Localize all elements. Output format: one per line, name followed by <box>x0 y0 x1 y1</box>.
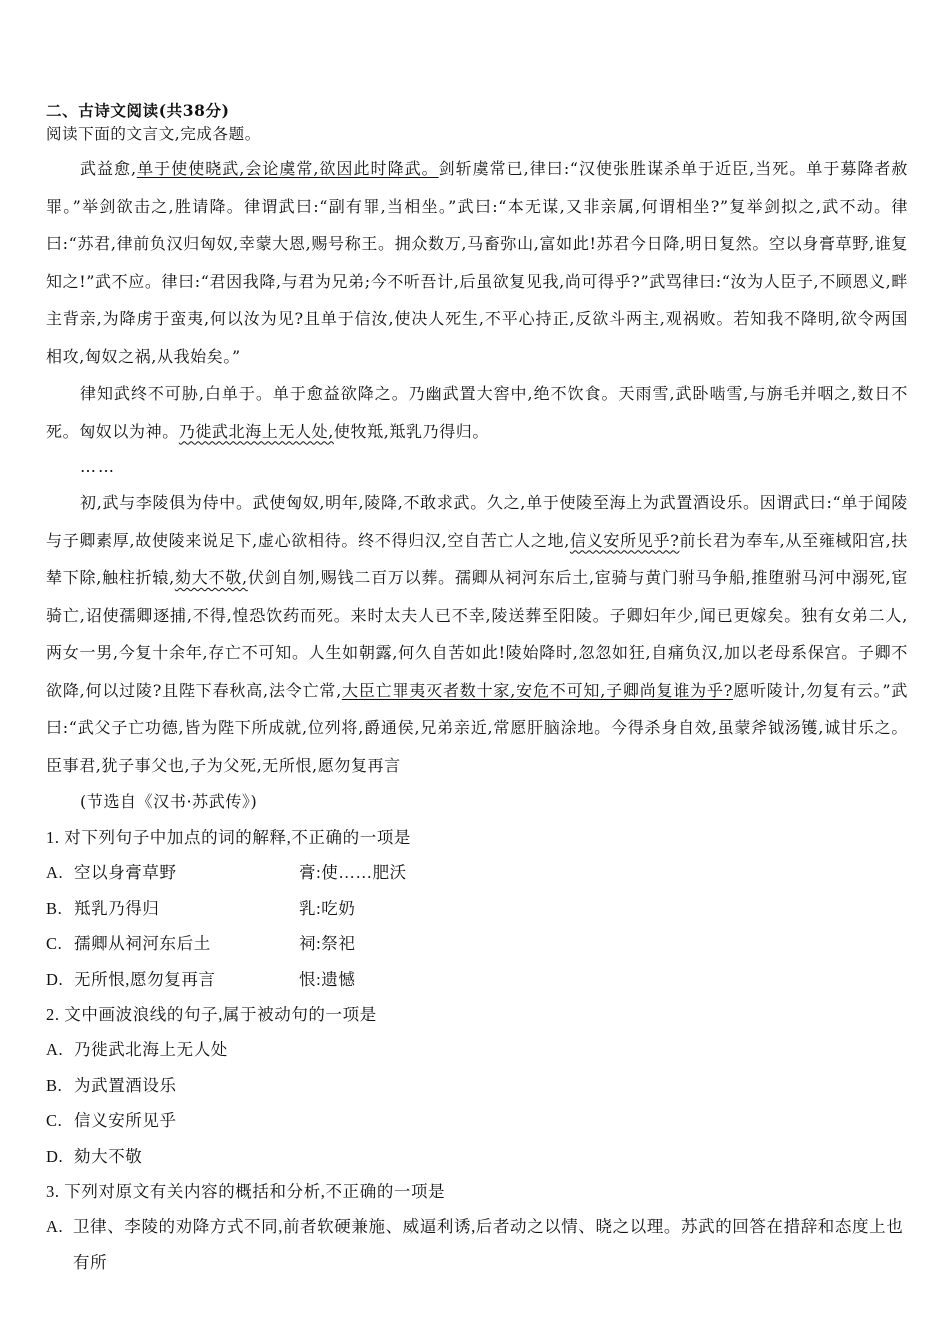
option-gloss: 乳:吃奶 <box>299 898 356 918</box>
option-letter: D. <box>46 969 64 989</box>
option-letter: D. <box>46 1146 64 1166</box>
wavy-underlined-sentence: 劾大不敬, <box>174 568 248 587</box>
section-instruction: 阅读下面的文言文,完成各题。 <box>46 125 261 143</box>
option-gloss: 膏:使……肥沃 <box>299 863 407 882</box>
question-2-option-d[interactable] <box>46 1139 908 1175</box>
question-2-option-b[interactable] <box>46 1068 908 1104</box>
option-letter: B. <box>46 898 63 918</box>
passage-text: 使牧羝,羝乳乃得归。 <box>333 421 489 441</box>
option-letter: C. <box>46 934 63 953</box>
question-1-option-a[interactable] <box>46 855 908 891</box>
passage-text: 剑斩虞常已,律曰:“汉使张胜谋杀单于近臣,当死。单于募降者赦罪。”举剑欲击之,胜请降。律谓武曰:“副有罪,当相坐。”武曰:“本无谋,又非亲属,何谓相坐?”复举剑拟之,武不动。律曰:“苏君,律前负汉归匈奴,幸蒙大恩,赐号称王。拥众数万,马畜弥山,富如此!苏君今日降,明日复然。空以身膏草野,谁复知之!”武不应。律曰:“君因我降,与君为兄弟;今不听吾计,后虽欲复见我,尚可得乎?”武骂律曰:“汝为人臣子,不顾恩义,畔主背亲,为降虏于蛮夷,何以汝为见?且单于信汝,使决人死生,不平心持正,反欲斗两主,观祸败。若知我不降明,欲令两国相攻,匈奴之祸,从我始矣。” <box>46 159 908 366</box>
passage-text: 前长君为奉车,从至雍棫阳宫,扶辇下除,触柱折辕, <box>46 530 908 587</box>
underlined-sentence: 单于使使晓武,会论虞常,欲因此时降武。 <box>136 159 439 178</box>
exam-content <box>46 100 908 1280</box>
passage-source: (节选自《汉书·苏武传》) <box>80 792 258 811</box>
section-heading: 二、古诗文阅读(共38分) <box>46 101 230 120</box>
option-text: 为武置酒设乐 <box>74 1075 177 1095</box>
passage-text: 律知武终不可胁,白单于。单于愈益欲降之。乃幽武置大窖中,绝不饮食。天雨雪,武卧啮雪,与旃毛并咽之,数日不死。匈奴以为神。 <box>46 384 908 441</box>
option-text: 信义安所见乎 <box>74 1111 177 1130</box>
option-letter: A. <box>46 1040 64 1059</box>
passage-text: 愿听陵计,勿复有云。”武曰:“武父子亡功德,皆为陛下所成就,位列将,爵通侯,兄弟亲近,常愿肝脑涂地。今得杀身自效,虽蒙斧钺汤镬,诚甘乐之。臣事君,犹子事父也,子为父死,无所恨,愿勿复再言 <box>46 680 908 775</box>
option-gloss: 祠:祭祀 <box>299 934 356 953</box>
option-text: 无所恨,愿勿复再言 <box>74 969 216 989</box>
passage-text: 伏剑自刎,赐钱二百万以葬。孺卿从祠河东后土,宦骑与黄门驸马争船,推堕驸马河中溺死,宦骑亡,诏使孺卿逐捕,不得,惶恐饮药而死。来时太夫人已不幸,陵送葬至阳陵。子卿妇年少,闻已更嫁矣。独有女弟二人,两女一男,今复十余年,存亡不可知。人生如朝露,何久自苦如此!陵始降时,忽忽如狂,自痛负汉,加以老母系保宫。子卿不欲降,何以过陵?且陛下春秋高,法令亡常, <box>46 568 909 700</box>
option-letter: A. <box>46 1217 64 1236</box>
option-text: 乃徙武北海上无人处 <box>74 1040 228 1059</box>
question-1-option-b[interactable] <box>46 891 908 927</box>
passage-paragraph-3 <box>46 484 908 784</box>
wavy-underlined-sentence: 信义安所见乎? <box>569 530 680 550</box>
option-letter: B. <box>46 1075 63 1095</box>
underlined-sentence: 大臣亡罪夷灭者数十家,安危不可知,子卿尚复谁为乎? <box>341 680 733 700</box>
question-3-option-a[interactable] <box>46 1209 908 1280</box>
option-text: 卫律、李陵的劝降方式不同,前者软硬兼施、威逼利诱,后者动之以情、晓之以理。苏武的回答在措辞和态度上也有所 <box>73 1217 904 1272</box>
passage-ellipsis: …… <box>80 457 116 476</box>
question-2-option-c[interactable] <box>46 1103 908 1139</box>
wavy-underlined-sentence: 乃徙武北海上无人处, <box>178 421 334 441</box>
question-3-stem: 3. 下列对原文有关内容的概括和分析,不正确的一项是 <box>46 1182 446 1201</box>
question-1-option-d[interactable] <box>46 962 908 998</box>
option-letter: A. <box>46 863 64 882</box>
option-text: 劾大不敬 <box>74 1146 143 1166</box>
passage-paragraph-2 <box>46 375 908 450</box>
option-text: 羝乳乃得归 <box>74 898 160 918</box>
question-2-stem: 2. 文中画波浪线的句子,属于被动句的一项是 <box>46 1005 377 1024</box>
question-1-stem: 1. 对下列句子中加点的词的解释,不正确的一项是 <box>46 828 412 847</box>
passage-paragraph-1 <box>46 150 908 375</box>
question-2-option-a[interactable] <box>46 1032 908 1068</box>
passage-text: 初,武与李陵俱为侍中。武使匈奴,明年,陵降,不敢求武。久之,单于使陵至海上为武置酒设乐。因谓武曰:“单于闻陵与子卿素厚,故使陵来说足下,虚心欲相待。终不得归汉,空自苦亡人之地, <box>46 493 908 550</box>
passage-text: 武益愈, <box>80 159 137 178</box>
option-gloss: 恨:遗憾 <box>299 969 356 989</box>
question-1-option-c[interactable] <box>46 926 908 962</box>
option-text: 孺卿从祠河东后土 <box>74 934 211 953</box>
option-text: 空以身膏草野 <box>74 863 177 882</box>
option-letter: C. <box>46 1111 63 1130</box>
